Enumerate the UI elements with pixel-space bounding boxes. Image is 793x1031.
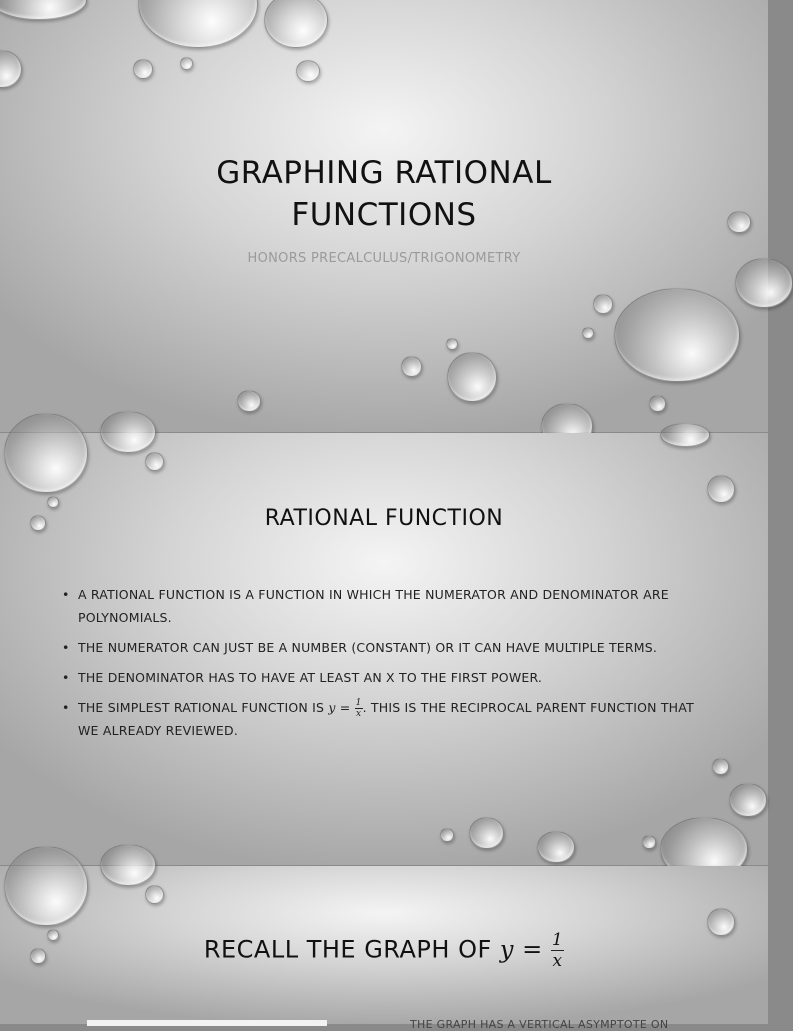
water-drop bbox=[180, 57, 193, 70]
fraction bbox=[355, 698, 363, 719]
water-drop bbox=[133, 59, 153, 79]
water-drop bbox=[642, 835, 656, 849]
fraction-denominator: x bbox=[552, 951, 563, 971]
slide-rational-function bbox=[0, 433, 768, 865]
water-drop bbox=[440, 828, 454, 842]
bullet-item-reciprocal bbox=[62, 696, 708, 742]
fraction-numerator: 1 bbox=[551, 930, 564, 950]
title-line-1: GRAPHING RATIONAL bbox=[216, 155, 552, 191]
water-drop bbox=[145, 452, 164, 471]
water-drop bbox=[145, 885, 164, 904]
water-drop bbox=[0, 0, 87, 20]
water-drop bbox=[707, 475, 735, 503]
fraction-denominator: x bbox=[355, 709, 362, 719]
water-drop bbox=[712, 758, 729, 775]
water-drop bbox=[4, 846, 88, 926]
water-drop bbox=[447, 352, 497, 402]
water-drop bbox=[469, 817, 504, 849]
slide-title-heading bbox=[0, 152, 768, 236]
water-drop bbox=[649, 395, 666, 412]
water-drop bbox=[0, 50, 22, 88]
title-line-2: FUNCTIONS bbox=[291, 197, 477, 233]
water-drop bbox=[660, 423, 710, 447]
bullet-text: THE SIMPLEST RATIONAL FUNCTION IS bbox=[78, 700, 325, 715]
bullet-item: • A RATIONAL FUNCTION IS A FUNCTION IN WHICH THE NUMERATOR AND DENOMINATOR ARE POLYNOMIALS. bbox=[62, 583, 708, 629]
bullet-item: • THE NUMERATOR CAN JUST BE A NUMBER (CONSTANT) OR IT CAN HAVE MULTIPLE TERMS. bbox=[62, 636, 708, 659]
graph-image-top bbox=[87, 1020, 327, 1026]
math-expression: y = bbox=[499, 935, 543, 964]
water-drop bbox=[100, 844, 156, 886]
water-drop bbox=[614, 288, 740, 382]
slide-recall-graph bbox=[0, 866, 768, 1031]
water-drop bbox=[100, 411, 156, 453]
math-expression: y = bbox=[328, 700, 351, 715]
fraction-numerator: 1 bbox=[355, 698, 362, 708]
water-drop bbox=[237, 390, 261, 412]
slide-subtitle: HONORS PRECALCULUS/TRIGONOMETRY bbox=[247, 251, 521, 266]
water-drop bbox=[729, 783, 767, 817]
cut-off-text: THE GRAPH HAS A VERTICAL ASYMPTOTE ON bbox=[410, 1018, 669, 1031]
slide-title bbox=[0, 0, 768, 432]
bullet-list bbox=[62, 583, 708, 749]
water-drop bbox=[582, 327, 594, 339]
slide-heading: RATIONAL FUNCTION bbox=[264, 506, 504, 531]
water-drop bbox=[296, 60, 320, 82]
water-drop bbox=[537, 831, 575, 863]
water-drop bbox=[401, 356, 422, 377]
water-drop bbox=[446, 338, 458, 350]
heading-text: RECALL THE GRAPH OF bbox=[203, 935, 492, 964]
water-drop bbox=[264, 0, 328, 48]
water-drop bbox=[138, 0, 258, 48]
water-drop bbox=[593, 294, 613, 314]
fraction bbox=[551, 930, 564, 971]
slide-heading bbox=[0, 930, 768, 971]
bullet-text: . THIS IS THE RECIPROCAL PARENT FUNCTION THAT WE ALREADY REVIEWED. bbox=[78, 700, 694, 738]
bullet-item: • THE DENOMINATOR HAS TO HAVE AT LEAST AN X TO THE FIRST POWER. bbox=[62, 666, 708, 689]
water-drop bbox=[4, 413, 88, 493]
